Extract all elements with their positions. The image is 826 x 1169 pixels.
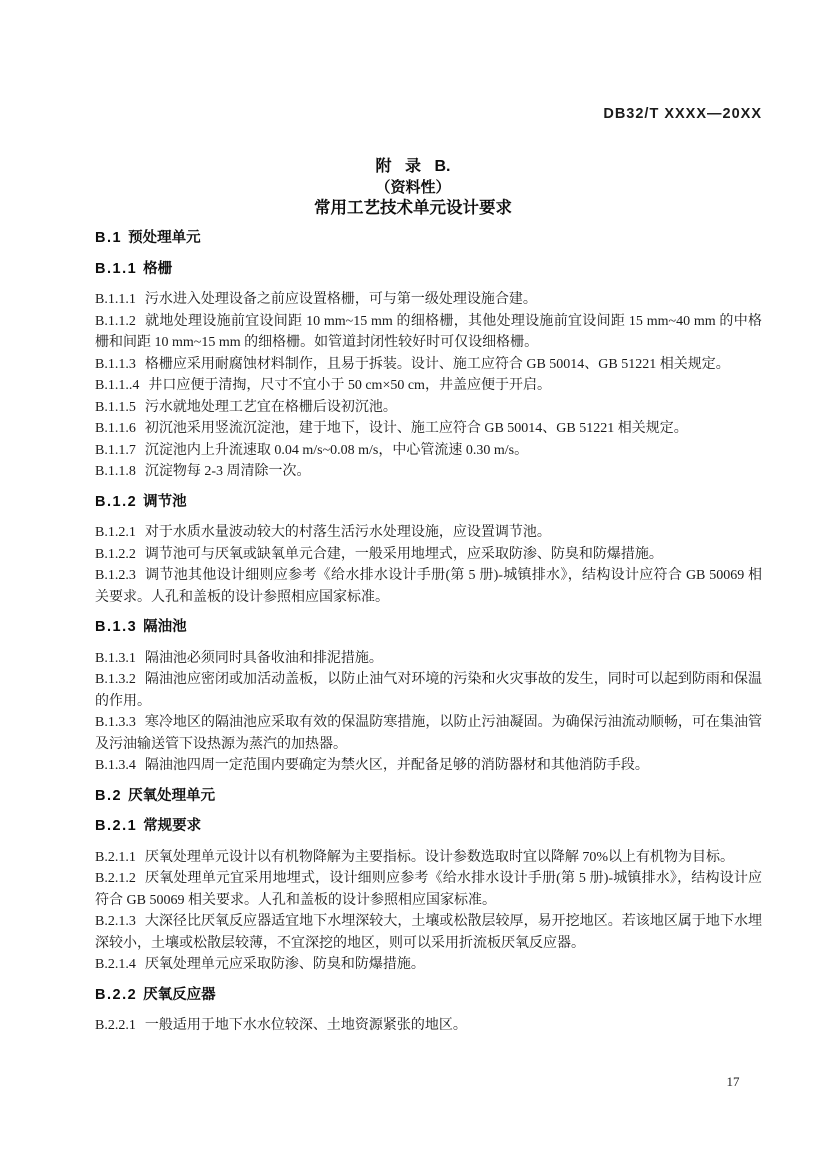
doc-number: DB32/T XXXX—20XX	[603, 106, 762, 122]
clause-label: B.1.1..4	[95, 378, 140, 393]
clause-label: B.1.1.3	[95, 356, 136, 372]
clause-text: 隔油池必须同时具备收油和排泥措施。	[144, 650, 383, 666]
clause-label: B.2.1.2	[95, 871, 136, 886]
clause-label: B.1.2.1	[95, 525, 136, 540]
title-block	[0, 156, 826, 219]
clause-label: B.1.1	[95, 260, 138, 277]
clause-paragraph	[95, 648, 762, 670]
clause-heading	[95, 617, 762, 639]
page-number: 17	[726, 1074, 740, 1089]
clause-paragraph	[95, 397, 762, 419]
clause-label: B.1.1.5	[95, 399, 136, 415]
clause-text: 一般适用于地下水水位较深、土地资源紧张的地区。	[144, 1018, 467, 1033]
clause-text: 初沉池采用竖流沉淀池，建于地下，设计、施工应符合 GB 50014、GB 51221 相关规定。	[144, 421, 688, 436]
appendix-title: 附 录 B.	[375, 158, 451, 175]
clause-paragraph	[95, 418, 762, 440]
clause-label: B.1.1.8	[95, 464, 136, 479]
clause-label: B.1.3.4	[95, 758, 136, 773]
clause-paragraph	[95, 440, 762, 462]
clause-text: 大深径比厌氧反应器适宜地下水埋深较大，土壤或松散层较厚，易开挖地区。若该地区属于地下水埋深较小，土壤或松散层较薄，不宜深挖的地区，则可以采用折流板厌氧反应器。	[95, 914, 762, 951]
clause-text: 厌氧处理单元	[128, 787, 216, 804]
clause-label: B.1.1.7	[95, 442, 136, 458]
appendix-nature: （资料性）	[375, 179, 451, 196]
clause-paragraph	[95, 311, 762, 354]
clause-paragraph	[95, 669, 762, 712]
clause-text: 寒冷地区的隔油池应采取有效的保温防寒措施，以防止污油凝固。为确保污油流动顺畅，可在集油管及污油输送管下设热源为蒸汽的加热器。	[95, 715, 762, 752]
clause-label: B.2.1.1	[95, 849, 136, 865]
clause-label: B.1.1.6	[95, 421, 136, 436]
clause-text: 厌氧处理单元宜采用地埋式，设计细则应参考《给水排水设计手册(第 5 册)-城镇排水》，结构设计应符合 GB 50069 相关要求。人孔和盖板的设计参照相应国家标准。	[95, 871, 762, 908]
clause-paragraph	[95, 911, 762, 954]
clause-text: 预处理单元	[128, 230, 201, 246]
clause-text: 沉淀物每 2-3 周清除一次。	[144, 464, 311, 479]
clause-text: 隔油池四周一定范围内要确定为禁火区，并配备足够的消防器材和其他消防手段。	[144, 758, 649, 773]
clause-heading	[95, 816, 762, 838]
clause-label: B.1.2.2	[95, 546, 136, 562]
clause-label: B.1	[95, 230, 123, 246]
clause-text: 厌氧反应器	[143, 986, 216, 1003]
clause-label: B.1.2	[95, 493, 138, 510]
clause-label: B.2.2	[95, 986, 138, 1003]
clause-label: B.1.3.1	[95, 650, 136, 666]
clause-label: B.1.3	[95, 619, 138, 635]
clause-paragraph	[95, 461, 762, 483]
clause-text: 污水进入处理设备之前应设置格栅，可与第一级处理设施合建。	[144, 292, 537, 307]
clause-label: B.2	[95, 787, 123, 804]
clause-paragraph	[95, 868, 762, 911]
clause-text: 井口应便于清掏，尺寸不宜小于 50 cm×50 cm，井盖应便于开启。	[148, 378, 551, 393]
clause-heading	[95, 228, 762, 250]
clause-text: 常规要求	[143, 818, 202, 834]
clause-paragraph	[95, 712, 762, 755]
clause-text: 污水就地处理工艺宜在格栅后设初沉池。	[144, 399, 397, 415]
clause-text: 调节池	[143, 493, 187, 510]
clause-paragraph	[95, 375, 762, 397]
clause-label: B.2.1.4	[95, 957, 136, 972]
document-content	[95, 228, 762, 1037]
clause-paragraph	[95, 565, 762, 608]
clause-label: B.2.1.3	[95, 914, 136, 929]
clause-paragraph	[95, 1015, 762, 1037]
clause-paragraph	[95, 522, 762, 544]
clause-text: 隔油池应密闭或加活动盖板，以防止油气对环境的污染和火灾事故的发生，同时可以起到防雨和保温的作用。	[95, 672, 762, 709]
clause-text: 沉淀池内上升流速取 0.04 m/s~0.08 m/s，中心管流速 0.30 m/s。	[144, 442, 529, 458]
clause-paragraph	[95, 755, 762, 777]
clause-label: B.1.2.3	[95, 568, 136, 583]
clause-label: B.1.3.2	[95, 672, 136, 687]
clause-text: 格栅应采用耐腐蚀材料制作，且易于拆装。设计、施工应符合 GB 50014、GB 51221 相关规定。	[144, 356, 730, 372]
appendix-subject: 常用工艺技术单元设计要求	[314, 199, 512, 217]
clause-label: B.2.2.1	[95, 1018, 136, 1033]
clause-heading	[95, 492, 762, 514]
clause-paragraph	[95, 954, 762, 976]
clause-text: 调节池可与厌氧或缺氧单元合建，一般采用地埋式，应采取防渗、防臭和防爆措施。	[144, 546, 663, 562]
clause-paragraph	[95, 544, 762, 566]
clause-heading	[95, 985, 762, 1007]
clause-paragraph	[95, 289, 762, 311]
clause-label: B.1.1.2	[95, 313, 136, 329]
clause-text: 格栅	[143, 260, 173, 277]
clause-text: 厌氧处理单元应采取防渗、防臭和防爆措施。	[144, 957, 425, 972]
clause-label: B.1.1.1	[95, 292, 136, 307]
clause-heading	[95, 786, 762, 808]
clause-paragraph	[95, 847, 762, 869]
clause-text: 就地处理设施前宜设间距 10 mm~15 mm 的细格栅，其他处理设施前宜设间距 15 mm~40 mm 的中格栅和间距 10 mm~15 mm 的细格栅。如管道封闭性较好时可仅设细格栅。	[95, 313, 762, 350]
clause-label: B.2.1	[95, 818, 138, 834]
clause-label: B.1.3.3	[95, 715, 136, 730]
clause-heading	[95, 259, 762, 281]
clause-text: 厌氧处理单元设计以有机物降解为主要指标。设计参数选取时宜以降解 70%以上有机物为目标。	[144, 849, 735, 865]
clause-text: 调节池其他设计细则应参考《给水排水设计手册(第 5 册)-城镇排水》，结构设计应符合 GB 50069 相关要求。人孔和盖板的设计参照相应国家标准。	[95, 568, 762, 605]
clause-text: 对于水质水量波动较大的村落生活污水处理设施，应设置调节池。	[144, 525, 551, 540]
page-header	[95, 106, 762, 122]
clause-text: 隔油池	[143, 619, 187, 635]
clause-paragraph	[95, 354, 762, 376]
